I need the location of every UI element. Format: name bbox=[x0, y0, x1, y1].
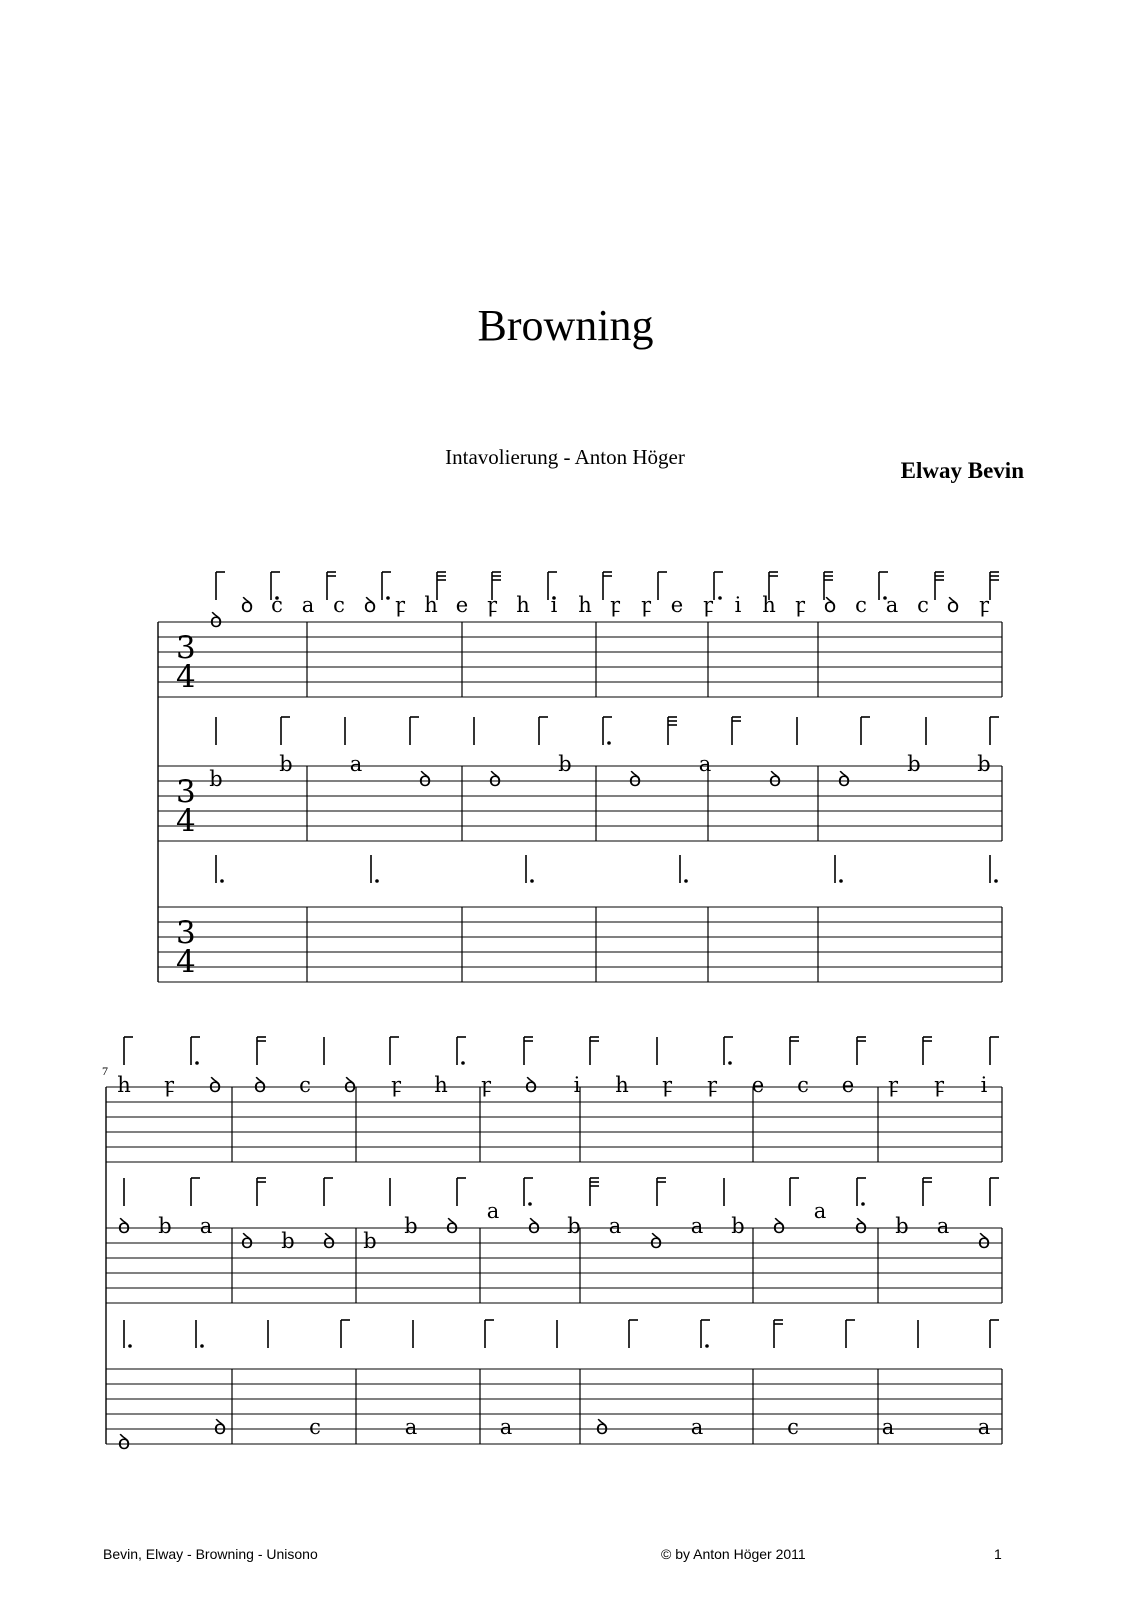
system-2-part-1-rhythm-dot bbox=[728, 1061, 732, 1065]
system-2-part-2-tab-letter: a bbox=[690, 1214, 704, 1238]
system-1-part-1-tab-letter: ꝺ bbox=[823, 593, 837, 617]
system-1-part-2-tab-letter: ꝺ bbox=[837, 767, 851, 791]
system-2-part-3-tab-letter: c bbox=[787, 1415, 799, 1439]
system-1-part-3-rhythm-dot bbox=[530, 879, 534, 883]
system-1-part-2-tab-letter: b bbox=[977, 752, 991, 776]
system-2-part-3-tab-letter: a bbox=[977, 1415, 991, 1439]
system-1-part-1-rhythm-dot bbox=[718, 596, 722, 600]
system-2-part-1-tab-letter: ꝺ bbox=[343, 1073, 357, 1097]
system-2-part-2-rhythm-dot bbox=[861, 1202, 865, 1206]
system-1-part-1-tab-letter: ꝼ bbox=[978, 593, 990, 617]
system-1-part-1-tab-letter: ꝺ bbox=[946, 593, 960, 617]
system-2-part-1-tab-letter: ꝺ bbox=[253, 1073, 267, 1097]
system-2-part-2-tab-letter: a bbox=[813, 1199, 827, 1223]
system-2-part-3-rhythm-dot bbox=[200, 1344, 204, 1348]
system-1-part-2-tab-letter: ꝺ bbox=[488, 767, 502, 791]
system-2-part-3-rhythm-dot bbox=[128, 1344, 132, 1348]
system-1-part-3-rhythm-dot bbox=[994, 879, 998, 883]
system-1-part-2-tab-letter: ꝺ bbox=[768, 767, 782, 791]
system-2-part-2-tab-letter: b bbox=[158, 1214, 172, 1238]
system-2-part-1-rhythm-dot bbox=[461, 1061, 465, 1065]
system-1-part-1-tab-letter: h bbox=[516, 593, 530, 617]
system-1-part-2-tab-letter: b bbox=[558, 752, 572, 776]
measure-number: 7 bbox=[102, 1064, 108, 1078]
system-2-part-3-tab-letter: a bbox=[499, 1415, 513, 1439]
system-2-part-2-tab-letter: ꝺ bbox=[977, 1229, 991, 1253]
system-1-part-1-tab-letter: i bbox=[550, 593, 558, 617]
system-2-part-2-tab-letter: ꝺ bbox=[527, 1214, 541, 1238]
arranger-credit: Intavolierung - Anton Höger bbox=[445, 445, 685, 469]
system-2-part-1-tab-letter: e bbox=[751, 1073, 765, 1097]
system-1-part-2-tab-letter: b bbox=[279, 752, 293, 776]
system-1-part-2-rhythm-dot bbox=[607, 741, 611, 745]
system-1-part-3-rhythm-dot bbox=[684, 879, 688, 883]
system-1-part-1-tab-letter: e bbox=[455, 593, 469, 617]
system-2-part-1-tab-letter: ꝼ bbox=[887, 1073, 899, 1097]
system-2-part-1-tab-letter: c bbox=[797, 1073, 809, 1097]
system-2-part-3-tab-letter: ꝺ bbox=[595, 1415, 609, 1439]
system-1-part-3-rhythm-dot bbox=[220, 879, 224, 883]
system-1-part-1-tab-letter: i bbox=[734, 593, 742, 617]
system-2-part-3-rhythm-dot bbox=[705, 1344, 709, 1348]
system-1-part-1-tab-letter: ꝼ bbox=[794, 593, 806, 617]
system-1-part-3-rhythm-dot bbox=[375, 879, 379, 883]
footer-page-number: 1 bbox=[994, 1546, 1002, 1562]
time-signature-denominator: 4 bbox=[176, 659, 196, 695]
time-signature-denominator: 4 bbox=[176, 944, 196, 980]
system-1-part-2-tab-letter: a bbox=[698, 752, 712, 776]
system-2-part-1-tab-letter: ꝼ bbox=[706, 1073, 718, 1097]
system-1-part-1-tab-letter: ꝺ bbox=[240, 593, 254, 617]
system-1-part-1-tab-letter: e bbox=[670, 593, 684, 617]
system-2-part-1-tab-letter: ꝺ bbox=[524, 1073, 538, 1097]
system-1-part-1-tab-letter: h bbox=[424, 593, 438, 617]
system-2-part-2-tab-letter: a bbox=[936, 1214, 950, 1238]
system-2-part-2-tab-letter: ꝺ bbox=[445, 1214, 459, 1238]
system-2-part-2-tab-letter: ꝺ bbox=[854, 1214, 868, 1238]
system-1-part-1-tab-letter: h bbox=[762, 593, 776, 617]
system-2-part-2-tab-letter: a bbox=[199, 1214, 213, 1238]
system-2-part-2-tab-letter: ꝺ bbox=[117, 1214, 131, 1238]
system-1-part-1-tab-letter: c bbox=[855, 593, 867, 617]
system-1-part-1-tab-letter: ꝺ bbox=[363, 593, 377, 617]
system-2-part-2-tab-letter: ꝺ bbox=[322, 1229, 336, 1253]
system-2-part-3-tab-letter: ꝺ bbox=[117, 1430, 131, 1454]
system-1-part-1-tab-letter: a bbox=[885, 593, 899, 617]
system-1-part-1-tab-letter: c bbox=[271, 593, 283, 617]
system-1-part-2-tab-letter: b bbox=[209, 767, 223, 791]
system-2-part-1-tab-letter: ꝼ bbox=[933, 1073, 945, 1097]
system-1-part-1-tab-letter: c bbox=[333, 593, 345, 617]
time-signature-numerator: 3 bbox=[176, 915, 196, 951]
system-1-part-1-tab-letter: ꝼ bbox=[702, 593, 714, 617]
system-1-part-1-tab-letter: c bbox=[917, 593, 929, 617]
system-1-part-1-tab-letter: ꝼ bbox=[486, 593, 498, 617]
system-1-part-2-tab-letter: a bbox=[349, 752, 363, 776]
time-signature-numerator: 3 bbox=[176, 630, 196, 666]
system-2-part-2-tab-letter: ꝺ bbox=[649, 1229, 663, 1253]
system-1-part-1-rhythm-dot bbox=[386, 596, 390, 600]
system-2-part-2-tab-letter: b bbox=[567, 1214, 581, 1238]
system-2-part-2-tab-letter: ꝺ bbox=[772, 1214, 786, 1238]
system-2-part-1-tab-letter: c bbox=[299, 1073, 311, 1097]
system-1-part-2-tab-letter: ꝺ bbox=[418, 767, 432, 791]
system-2-part-1-tab-letter: h bbox=[615, 1073, 629, 1097]
system-2-part-2-tab-letter: b bbox=[404, 1214, 418, 1238]
system-2-part-3-tab-letter: c bbox=[309, 1415, 321, 1439]
system-2-part-3-tab-letter: a bbox=[690, 1415, 704, 1439]
system-1-part-1-tab-letter: a bbox=[301, 593, 315, 617]
system-2-part-2-tab-letter: b bbox=[363, 1229, 377, 1253]
composer-name: Elway Bevin bbox=[900, 458, 1024, 483]
system-2-part-2-tab-letter: a bbox=[486, 1199, 500, 1223]
system-2-part-2-tab-letter: b bbox=[281, 1229, 295, 1253]
system-2-part-2-tab-letter: b bbox=[731, 1214, 745, 1238]
system-2-part-1-tab-letter: e bbox=[841, 1073, 855, 1097]
system-2-part-2-tab-letter: b bbox=[895, 1214, 909, 1238]
system-1-part-1-tab-letter: ꝼ bbox=[609, 593, 621, 617]
system-2-part-1-tab-letter: ꝺ bbox=[208, 1073, 222, 1097]
system-1-part-1-tab-letter: ꝼ bbox=[640, 593, 652, 617]
system-2-part-1-tab-letter: i bbox=[980, 1073, 988, 1097]
system-2-part-1-tab-letter: h bbox=[434, 1073, 448, 1097]
system-2-part-3-tab-letter: a bbox=[404, 1415, 418, 1439]
system-2-part-3-tab-letter: ꝺ bbox=[213, 1415, 227, 1439]
system-1-part-2-tab-letter: ꝺ bbox=[628, 767, 642, 791]
system-2-part-1-tab-letter: ꝼ bbox=[163, 1073, 175, 1097]
system-2-part-1-tab-letter: h bbox=[117, 1073, 131, 1097]
system-2-part-1-tab-letter: i bbox=[573, 1073, 581, 1097]
system-2-part-2-rhythm-dot bbox=[528, 1202, 532, 1206]
footer-piece-info: Bevin, Elway - Browning - Unisono bbox=[103, 1546, 318, 1562]
time-signature-denominator: 4 bbox=[176, 803, 196, 839]
system-1-part-1-tab-letter: ꝺ bbox=[209, 608, 223, 632]
system-2-part-1-tab-letter: ꝼ bbox=[480, 1073, 492, 1097]
system-1-part-1-tab-letter: ꝼ bbox=[394, 593, 406, 617]
system-1-part-2-tab-letter: b bbox=[907, 752, 921, 776]
footer-copyright: © by Anton Höger 2011 bbox=[661, 1546, 806, 1562]
system-2-part-3-tab-letter: a bbox=[881, 1415, 895, 1439]
piece-title: Browning bbox=[477, 301, 654, 350]
system-1-part-3-rhythm-dot bbox=[839, 879, 843, 883]
system-2-part-1-rhythm-dot bbox=[195, 1061, 199, 1065]
system-2-part-2-tab-letter: a bbox=[608, 1214, 622, 1238]
system-2-part-1-tab-letter: ꝼ bbox=[661, 1073, 673, 1097]
time-signature-numerator: 3 bbox=[176, 774, 196, 810]
system-1-part-1-tab-letter: h bbox=[578, 593, 592, 617]
system-2-part-2-tab-letter: ꝺ bbox=[240, 1229, 254, 1253]
system-2-part-1-tab-letter: ꝼ bbox=[390, 1073, 402, 1097]
